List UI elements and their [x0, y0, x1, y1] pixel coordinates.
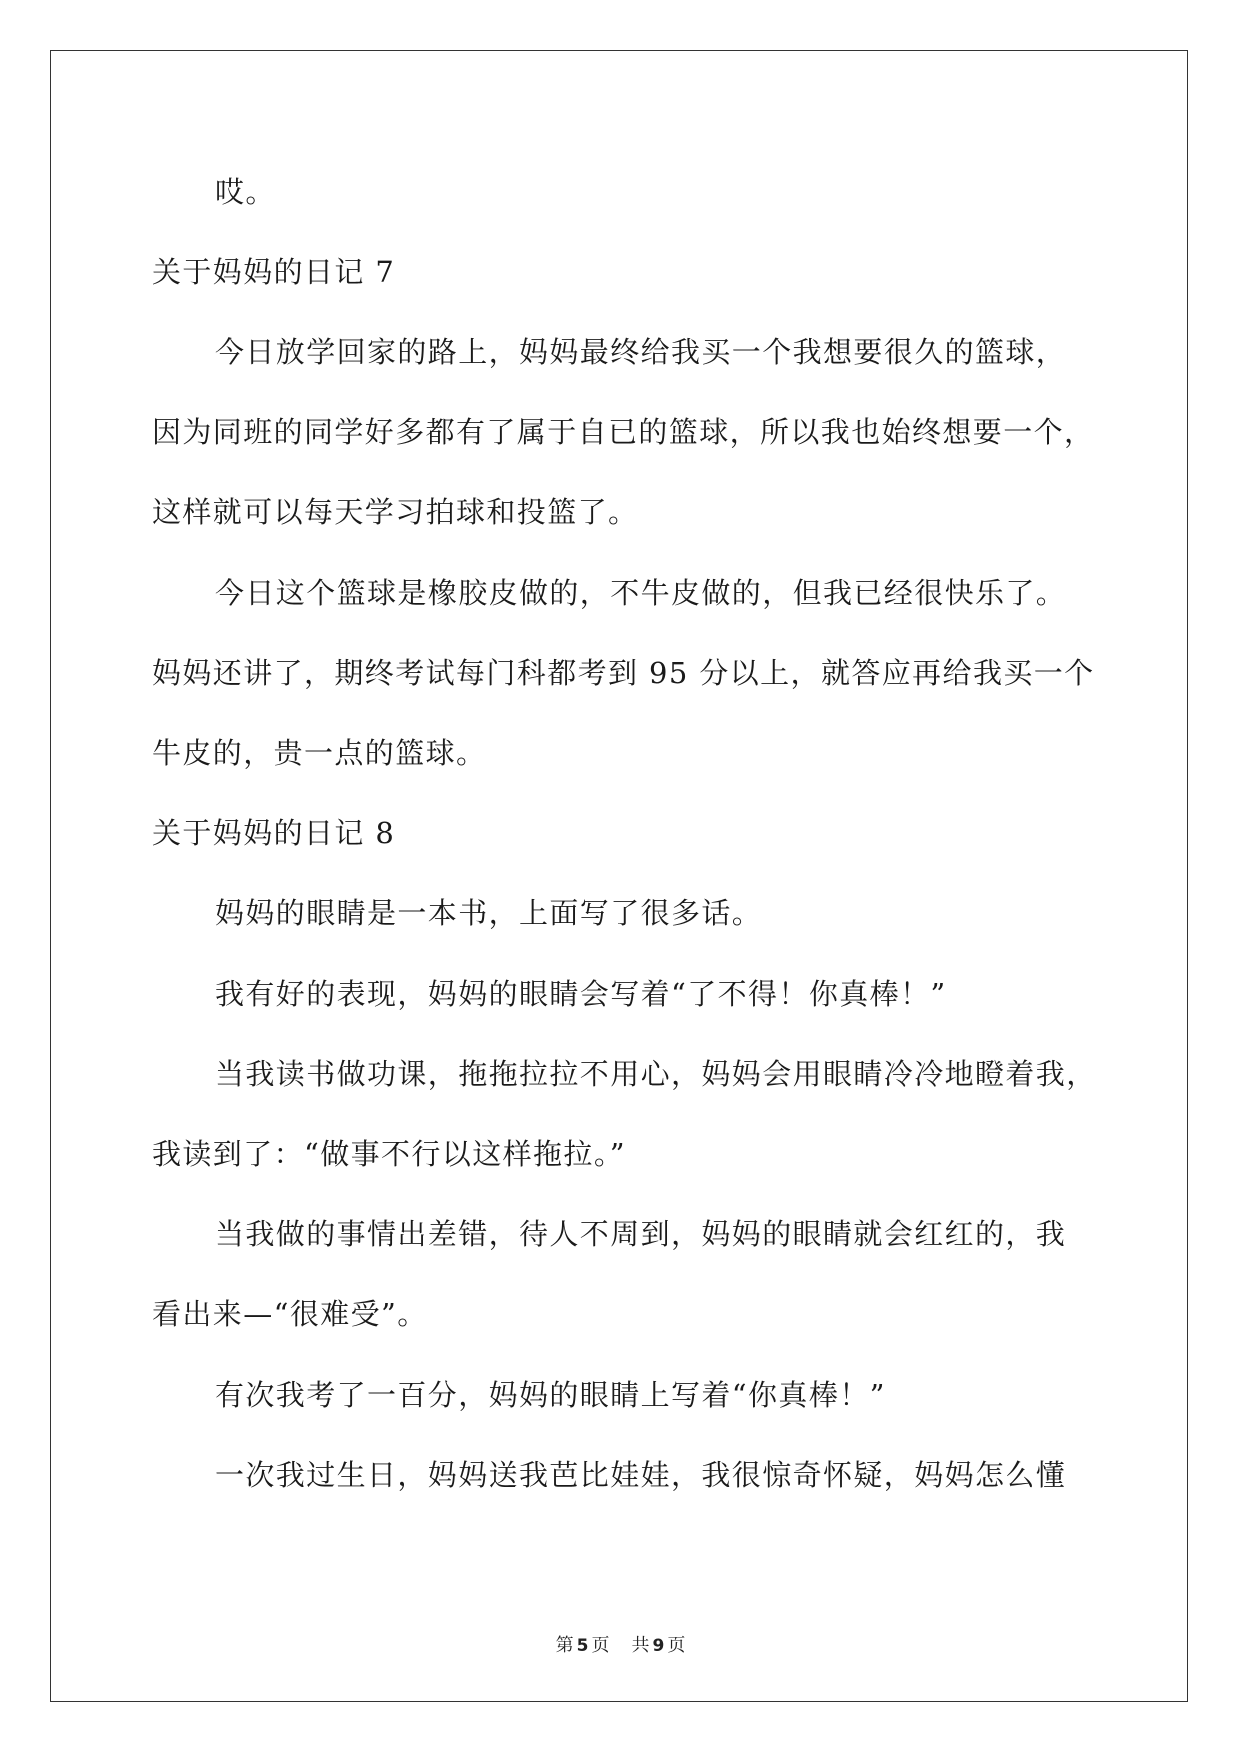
page-footer	[0, 1634, 1241, 1658]
paragraph-line: 妈妈还讲了，期终考试每门科都考到 95 分以上，就答应再给我买一个	[152, 656, 1095, 690]
paragraph-line: 有次我考了一百分，妈妈的眼睛上写着“你真棒！”	[215, 1378, 886, 1412]
paragraph-line: 我有好的表现，妈妈的眼睛会写着“了不得！你真棒！”	[215, 977, 947, 1011]
paragraph-line: 一次我过生日，妈妈送我芭比娃娃，我很惊奇怀疑，妈妈怎么懂	[215, 1458, 1067, 1492]
paragraph-line: 当我读书做功课，拖拖拉拉不用心，妈妈会用眼睛冷冷地瞪着我，	[215, 1057, 1097, 1091]
page-prefix: 第	[555, 1635, 574, 1656]
paragraph-line: 因为同班的同学好多都有了属于自已的篮球，所以我也始终想要一个，	[152, 415, 1095, 449]
paragraph-line: 这样就可以每天学习拍球和投篮了。	[152, 495, 639, 529]
paragraph-line: 当我做的事情出差错，待人不周到，妈妈的眼睛就会红红的，我	[215, 1217, 1067, 1251]
page-suffix: 页	[591, 1635, 610, 1656]
total-pages: 9	[652, 1636, 665, 1656]
paragraph-line: 我读到了：“做事不行以这样拖拉。”	[152, 1137, 626, 1171]
paragraph-line: 哎。	[215, 175, 276, 209]
paragraph-line: 今日这个篮球是橡胶皮做的，不牛皮做的，但我已经很快乐了。	[215, 576, 1067, 610]
total-prefix: 共	[631, 1635, 650, 1656]
total-suffix: 页	[667, 1635, 686, 1656]
paragraph-line: 妈妈的眼睛是一本书，上面写了很多话。	[215, 896, 763, 930]
section-heading: 关于妈妈的日记 7	[152, 255, 396, 289]
paragraph-line: 今日放学回家的路上，妈妈最终给我买一个我想要很久的篮球，	[215, 335, 1067, 369]
section-heading: 关于妈妈的日记 8	[152, 816, 396, 850]
paragraph-line: 牛皮的，贵一点的篮球。	[152, 736, 487, 770]
page-number: 5	[576, 1636, 589, 1656]
paragraph-line: 看出来—“很难受”。	[152, 1297, 428, 1331]
